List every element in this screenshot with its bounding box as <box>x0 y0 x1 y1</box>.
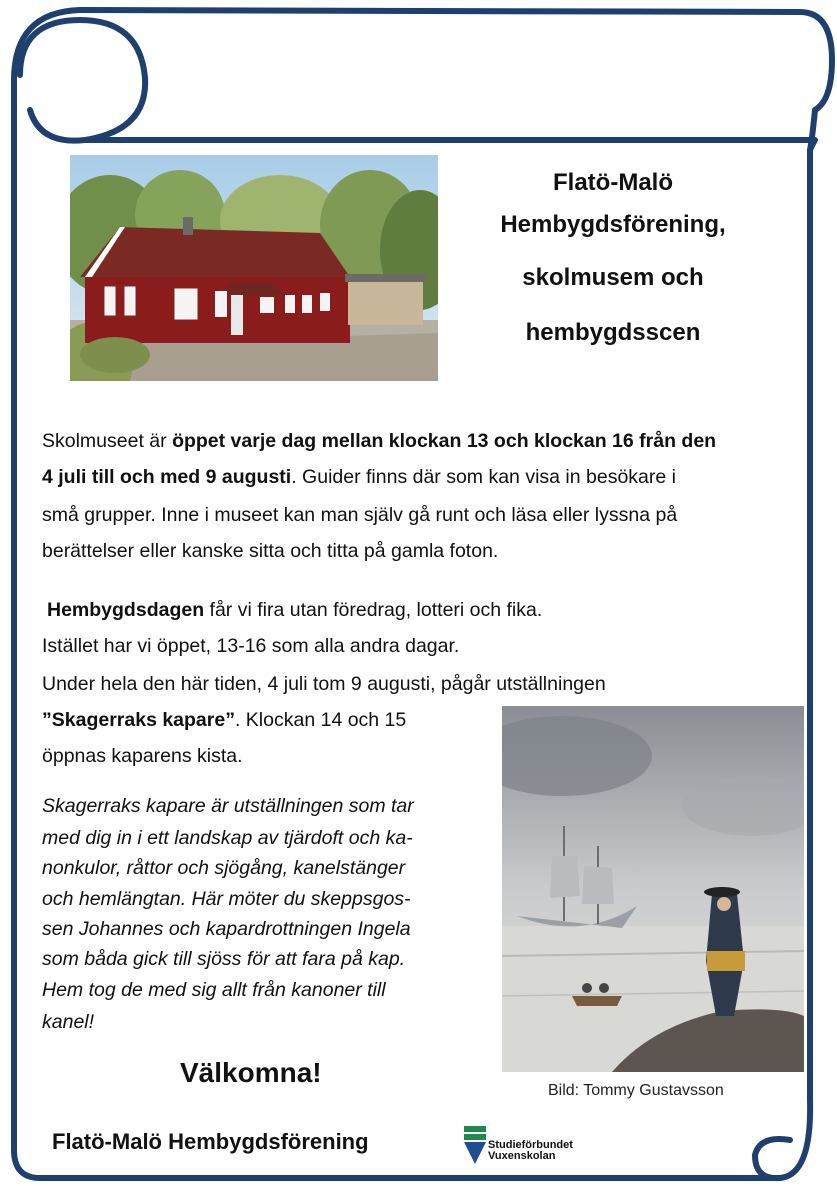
title-line-3: skolmusem och <box>522 264 704 291</box>
second-text: . Klockan 14 och 15 <box>234 709 407 731</box>
italic-line-3: nonkulor, råttor och sjögång, kanelstänger <box>42 857 406 879</box>
intro-line-3: små grupper. Inne i museet kan man själv gå runt och läsa eller lyssna på <box>42 504 678 526</box>
intro-bold-date: 4 juli till och med 9 augusti <box>42 466 292 488</box>
italic-line-1: Skagerraks kapare är utställningen som tar <box>42 795 414 817</box>
footer-organization: Flatö-Malö Hembygdsförening <box>52 1129 369 1154</box>
image-caption: Bild: Tommy Gustavsson <box>548 1082 724 1099</box>
logo-line-2: Vuxenskolan <box>488 1150 556 1162</box>
title-line-2: Hembygdsförening, <box>500 211 726 238</box>
italic-line-7: Hem tog de med sig allt från kanoner till <box>42 979 386 1001</box>
second-line-4 <box>42 707 406 733</box>
intro-bold: öppet varje dag mellan klockan 13 och klockan 16 från den <box>172 430 717 452</box>
title-line-1: Flatö-Malö <box>553 169 673 196</box>
second-text: får vi fira utan föredrag, lotteri och fika. <box>204 599 543 621</box>
italic-line-2: med dig in i ett landskap av tjärdoft och ka- <box>42 827 413 849</box>
pirate-painting <box>502 706 804 1072</box>
exhibition-name: ”Skagerraks kapare” <box>42 709 235 731</box>
second-line-1 <box>47 597 542 623</box>
logo-line-1: Studieförbundet <box>488 1139 573 1151</box>
italic-line-5: sen Johannes och kapardrottningen Ingela <box>42 918 411 940</box>
italic-line-8: kanel! <box>42 1011 95 1033</box>
second-line-3: Under hela den här tiden, 4 juli tom 9 augusti, pågår utställningen <box>42 673 606 695</box>
intro-text: . Guider finns där som kan visa in besökare i <box>291 466 676 488</box>
intro-line-4: berättelser eller kanske sitta och titta på gamla foton. <box>42 540 499 562</box>
italic-line-6: som båda gick till sjöss för att fara på kap. <box>42 948 406 970</box>
title-line-4: hembygdsscen <box>525 319 701 346</box>
welcome-text: Välkomna! <box>180 1057 322 1088</box>
intro-line-1 <box>42 428 716 454</box>
vuxenskolan-logo-icon <box>462 1124 488 1166</box>
hembygdsdagen-bold: Hembygdsdagen <box>47 599 205 621</box>
italic-line-4: och hemlängtan. Här möter du skeppsgos- <box>42 888 411 910</box>
intro-line-2 <box>42 464 676 490</box>
house-photo <box>70 155 438 381</box>
second-line-5: öppnas kaparens kista. <box>42 745 243 767</box>
intro-text: Skolmuseet är <box>42 430 173 452</box>
second-line-2: Istället har vi öppet, 13-16 som alla andra dagar. <box>42 635 460 657</box>
logo-text <box>488 1140 573 1162</box>
